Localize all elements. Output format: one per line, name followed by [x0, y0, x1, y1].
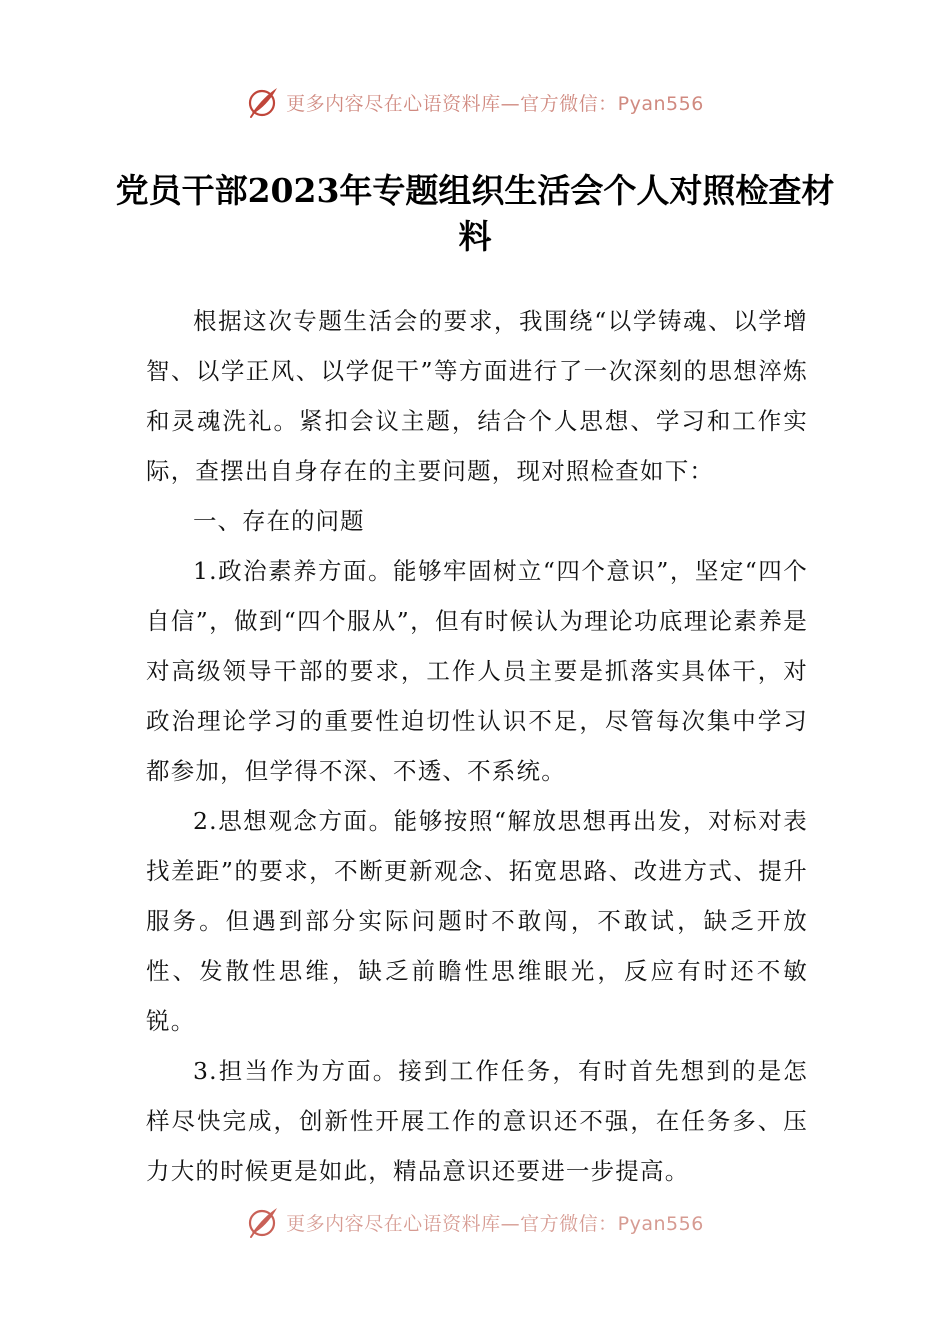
quill-pen-logo-icon: [246, 85, 280, 119]
watermark-text: 更多内容尽在心语资料库—官方微信：Pyan556: [286, 1212, 704, 1235]
document-title: 党员干部2023年专题组织生活会个人对照检查材料: [115, 171, 835, 256]
item-ideological-concepts: 2.思想观念方面。能够按照“解放思想再出发，对标对表找差距”的要求，不断更新观念、拓宽思路、改进方式、提升服务。但遇到部分实际问题时不敢闯，不敢试，缺乏开放性、发散性思维，缺乏前瞻性思维眼光，反应有时还不敏锐。: [146, 807, 808, 1035]
quill-pen-logo-icon: [246, 1205, 280, 1239]
section-heading: 一、存在的问题: [193, 507, 365, 535]
item-political-literacy: 1.政治素养方面。能够牢固树立“四个意识”，坚定“四个自信”，做到“四个服从”，但有时候认为理论功底理论素养是对高级领导干部的要求，工作人员主要是抓落实具体干，对政治理论学习的重要性迫切性认识不足，尽管每次集中学习都参加，但学得不深、不透、不系统。: [146, 557, 808, 785]
watermark-footer: [0, 1202, 950, 1242]
watermark-header: [0, 82, 950, 122]
item-responsibility: 3.担当作为方面。接到工作任务，有时首先想到的是怎样尽快完成，创新性开展工作的意识还不强，在任务多、压力大的时候更是如此，精品意识还要进一步提高。: [146, 1057, 808, 1185]
intro-paragraph: 根据这次专题生活会的要求，我围绕“以学铸魂、以学增智、以学正风、以学促干”等方面进行了一次深刻的思想淬炼和灵魂洗礼。紧扣会议主题，结合个人思想、学习和工作实际，查摆出自身存在的主要问题，现对照检查如下：: [146, 307, 808, 485]
document-body: [146, 296, 808, 1196]
watermark-text: 更多内容尽在心语资料库—官方微信：Pyan556: [286, 92, 704, 115]
